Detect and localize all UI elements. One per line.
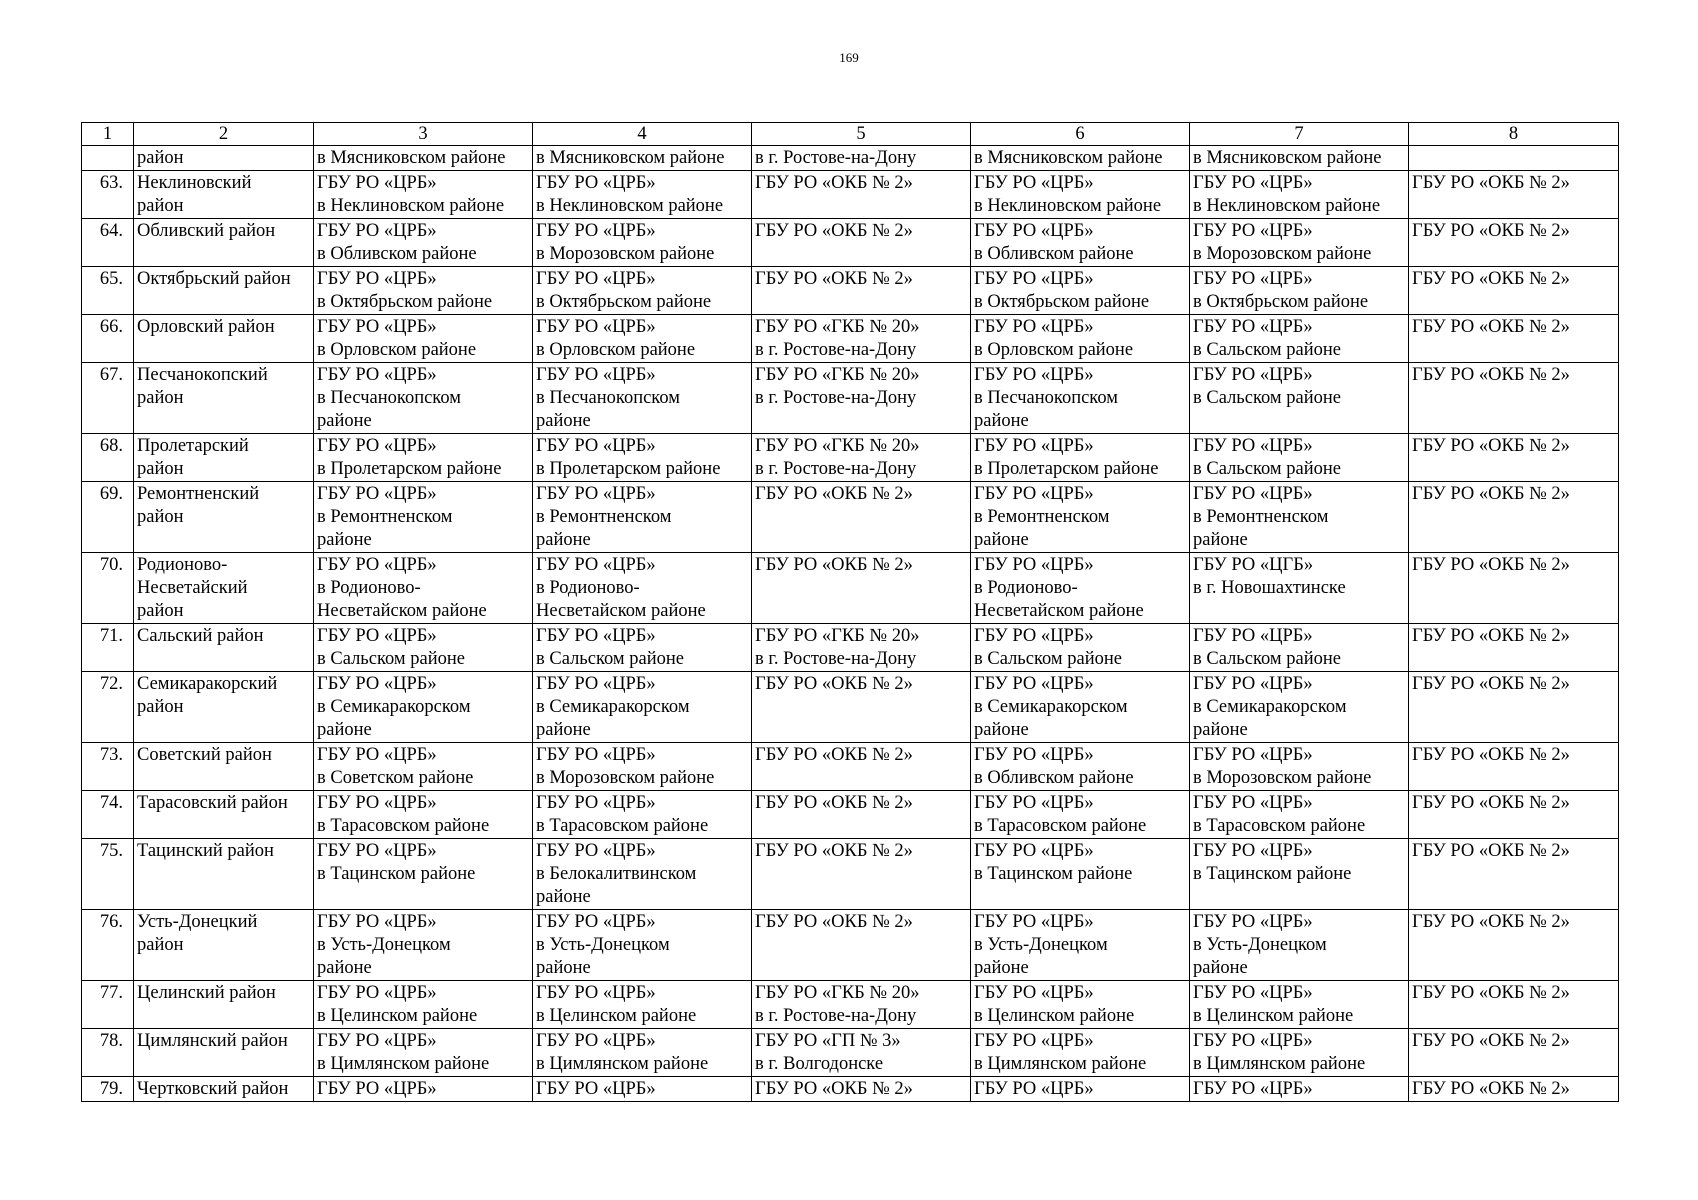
row-number: 79. — [82, 1077, 134, 1102]
cell-col7: ГБУ РО «ЦРБ» в Цимлянском районе — [1190, 1029, 1409, 1077]
cell-col8: ГБУ РО «ОКБ № 2» — [1409, 791, 1619, 839]
table-row — [82, 624, 1619, 672]
cell-col4: ГБУ РО «ЦРБ» в Усть-Донецком районе — [533, 910, 752, 981]
table-row — [82, 219, 1619, 267]
row-number: 77. — [82, 981, 134, 1029]
cell-col8 — [1409, 146, 1619, 171]
cell-col5: ГБУ РО «ОКБ № 2» — [752, 672, 971, 743]
header-cell: 2 — [134, 123, 314, 146]
cell-col8: ГБУ РО «ОКБ № 2» — [1409, 434, 1619, 482]
cell-col3: ГБУ РО «ЦРБ» в Сальском районе — [314, 624, 533, 672]
cell-col5: ГБУ РО «ОКБ № 2» — [752, 482, 971, 553]
district-cell: Октябрьский район — [134, 267, 314, 315]
cell-col5: ГБУ РО «ОКБ № 2» — [752, 910, 971, 981]
row-number: 66. — [82, 315, 134, 363]
district-cell: Неклиновский район — [134, 171, 314, 219]
cell-col5: ГБУ РО «ОКБ № 2» — [752, 553, 971, 624]
district-cell: Усть-Донецкий район — [134, 910, 314, 981]
cell-col8: ГБУ РО «ОКБ № 2» — [1409, 839, 1619, 910]
cell-col3: ГБУ РО «ЦРБ» в Орловском районе — [314, 315, 533, 363]
district-cell: Тацинский район — [134, 839, 314, 910]
cell-col7: ГБУ РО «ЦРБ» в Морозовском районе — [1190, 743, 1409, 791]
district-cell: Цимлянский район — [134, 1029, 314, 1077]
cell-col8: ГБУ РО «ОКБ № 2» — [1409, 553, 1619, 624]
cell-col6: ГБУ РО «ЦРБ» в Обливском районе — [971, 743, 1190, 791]
cell-col7: ГБУ РО «ЦРБ» в Семикаракорском районе — [1190, 672, 1409, 743]
cell-col7: ГБУ РО «ЦРБ» в Сальском районе — [1190, 315, 1409, 363]
table-row — [82, 146, 1619, 171]
header-cell: 3 — [314, 123, 533, 146]
table-row — [82, 553, 1619, 624]
cell-col3: ГБУ РО «ЦРБ» в Целинском районе — [314, 981, 533, 1029]
table-header-row — [82, 123, 1619, 146]
cell-col8: ГБУ РО «ОКБ № 2» — [1409, 910, 1619, 981]
cell-col5: ГБУ РО «ОКБ № 2» — [752, 171, 971, 219]
header-cell: 7 — [1190, 123, 1409, 146]
cell-col3: ГБУ РО «ЦРБ» в Песчанокопском районе — [314, 363, 533, 434]
cell-col7: ГБУ РО «ЦРБ» в Морозовском районе — [1190, 219, 1409, 267]
cell-col4: ГБУ РО «ЦРБ» в Белокалитвинском районе — [533, 839, 752, 910]
hospital-routing-table — [81, 122, 1619, 1102]
cell-col5: ГБУ РО «ОКБ № 2» — [752, 743, 971, 791]
cell-col4: ГБУ РО «ЦРБ» в Песчанокопском районе — [533, 363, 752, 434]
cell-col7: ГБУ РО «ЦРБ» — [1190, 1077, 1409, 1102]
cell-col6: ГБУ РО «ЦРБ» в Обливском районе — [971, 219, 1190, 267]
cell-col3: ГБУ РО «ЦРБ» в Усть-Донецком районе — [314, 910, 533, 981]
cell-col6: в Мясниковском районе — [971, 146, 1190, 171]
cell-col7: ГБУ РО «ЦРБ» в Сальском районе — [1190, 624, 1409, 672]
cell-col5: ГБУ РО «ОКБ № 2» — [752, 1077, 971, 1102]
table-row — [82, 1029, 1619, 1077]
row-number: 65. — [82, 267, 134, 315]
district-cell: Чертковский район — [134, 1077, 314, 1102]
row-number: 72. — [82, 672, 134, 743]
district-cell: Сальский район — [134, 624, 314, 672]
cell-col4: ГБУ РО «ЦРБ» — [533, 1077, 752, 1102]
cell-col3: ГБУ РО «ЦРБ» в Обливском районе — [314, 219, 533, 267]
cell-col7: в Мясниковском районе — [1190, 146, 1409, 171]
row-number: 78. — [82, 1029, 134, 1077]
cell-col7: ГБУ РО «ЦРБ» в Тацинском районе — [1190, 839, 1409, 910]
district-cell: Обливский район — [134, 219, 314, 267]
cell-col5: ГБУ РО «ОКБ № 2» — [752, 267, 971, 315]
table-row — [82, 267, 1619, 315]
row-number: 63. — [82, 171, 134, 219]
cell-col4: ГБУ РО «ЦРБ» в Морозовском районе — [533, 743, 752, 791]
row-number: 74. — [82, 791, 134, 839]
cell-col8: ГБУ РО «ОКБ № 2» — [1409, 171, 1619, 219]
district-cell: Советский район — [134, 743, 314, 791]
cell-col6: ГБУ РО «ЦРБ» — [971, 1077, 1190, 1102]
table-row — [82, 791, 1619, 839]
cell-col4: ГБУ РО «ЦРБ» в Целинском районе — [533, 981, 752, 1029]
table-row — [82, 315, 1619, 363]
header-cell: 1 — [82, 123, 134, 146]
cell-col7: ГБУ РО «ЦРБ» в Ремонтненском районе — [1190, 482, 1409, 553]
cell-col5: ГБУ РО «ОКБ № 2» — [752, 219, 971, 267]
cell-col6: ГБУ РО «ЦРБ» в Песчанокопском районе — [971, 363, 1190, 434]
cell-col7: ГБУ РО «ЦРБ» в Сальском районе — [1190, 363, 1409, 434]
district-cell: Песчанокопский район — [134, 363, 314, 434]
cell-col8: ГБУ РО «ОКБ № 2» — [1409, 267, 1619, 315]
row-number: 71. — [82, 624, 134, 672]
cell-col3: ГБУ РО «ЦРБ» в Советском районе — [314, 743, 533, 791]
cell-col6: ГБУ РО «ЦРБ» в Ремонтненском районе — [971, 482, 1190, 553]
cell-col6: ГБУ РО «ЦРБ» в Семикаракорском районе — [971, 672, 1190, 743]
cell-col8: ГБУ РО «ОКБ № 2» — [1409, 981, 1619, 1029]
table-row — [82, 1077, 1619, 1102]
cell-col8: ГБУ РО «ОКБ № 2» — [1409, 1077, 1619, 1102]
table-row — [82, 672, 1619, 743]
row-number — [82, 146, 134, 171]
row-number: 67. — [82, 363, 134, 434]
table-row — [82, 910, 1619, 981]
cell-col7: ГБУ РО «ЦРБ» в Сальском районе — [1190, 434, 1409, 482]
cell-col4: в Мясниковском районе — [533, 146, 752, 171]
cell-col5: в г. Ростове-на-Дону — [752, 146, 971, 171]
cell-col6: ГБУ РО «ЦРБ» в Пролетарском районе — [971, 434, 1190, 482]
header-cell: 4 — [533, 123, 752, 146]
row-number: 73. — [82, 743, 134, 791]
cell-col8: ГБУ РО «ОКБ № 2» — [1409, 315, 1619, 363]
page-number: 169 — [839, 50, 859, 65]
district-cell: Орловский район — [134, 315, 314, 363]
cell-col4: ГБУ РО «ЦРБ» в Сальском районе — [533, 624, 752, 672]
cell-col4: ГБУ РО «ЦРБ» в Ремонтненском районе — [533, 482, 752, 553]
table-row — [82, 839, 1619, 910]
cell-col3: ГБУ РО «ЦРБ» в Тарасовском районе — [314, 791, 533, 839]
cell-col5: ГБУ РО «ГКБ № 20» в г. Ростове-на-Дону — [752, 315, 971, 363]
cell-col5: ГБУ РО «ГКБ № 20» в г. Ростове-на-Дону — [752, 434, 971, 482]
cell-col6: ГБУ РО «ЦРБ» в Тарасовском районе — [971, 791, 1190, 839]
district-cell: Тарасовский район — [134, 791, 314, 839]
table-row — [82, 363, 1619, 434]
cell-col6: ГБУ РО «ЦРБ» в Орловском районе — [971, 315, 1190, 363]
table-row — [82, 434, 1619, 482]
cell-col4: ГБУ РО «ЦРБ» в Цимлянском районе — [533, 1029, 752, 1077]
row-number: 70. — [82, 553, 134, 624]
cell-col6: ГБУ РО «ЦРБ» в Октябрьском районе — [971, 267, 1190, 315]
cell-col4: ГБУ РО «ЦРБ» в Пролетарском районе — [533, 434, 752, 482]
cell-col3: ГБУ РО «ЦРБ» в Семикаракорском районе — [314, 672, 533, 743]
cell-col8: ГБУ РО «ОКБ № 2» — [1409, 363, 1619, 434]
cell-col8: ГБУ РО «ОКБ № 2» — [1409, 482, 1619, 553]
cell-col4: ГБУ РО «ЦРБ» в Морозовском районе — [533, 219, 752, 267]
cell-col6: ГБУ РО «ЦРБ» в Целинском районе — [971, 981, 1190, 1029]
cell-col8: ГБУ РО «ОКБ № 2» — [1409, 219, 1619, 267]
row-number: 69. — [82, 482, 134, 553]
cell-col7: ГБУ РО «ЦРБ» в Усть-Донецком районе — [1190, 910, 1409, 981]
cell-col7: ГБУ РО «ЦРБ» в Октябрьском районе — [1190, 267, 1409, 315]
row-number: 76. — [82, 910, 134, 981]
cell-col5: ГБУ РО «ОКБ № 2» — [752, 839, 971, 910]
cell-col4: ГБУ РО «ЦРБ» в Родионово- Несветайском районе — [533, 553, 752, 624]
cell-col3: ГБУ РО «ЦРБ» в Ремонтненском районе — [314, 482, 533, 553]
cell-col7: ГБУ РО «ЦРБ» в Неклиновском районе — [1190, 171, 1409, 219]
cell-col4: ГБУ РО «ЦРБ» в Семикаракорском районе — [533, 672, 752, 743]
cell-col7: ГБУ РО «ЦРБ» в Тарасовском районе — [1190, 791, 1409, 839]
district-cell: Целинский район — [134, 981, 314, 1029]
cell-col5: ГБУ РО «ОКБ № 2» — [752, 791, 971, 839]
cell-col5: ГБУ РО «ГП № 3» в г. Волгодонске — [752, 1029, 971, 1077]
cell-col3: в Мясниковском районе — [314, 146, 533, 171]
cell-col6: ГБУ РО «ЦРБ» в Неклиновском районе — [971, 171, 1190, 219]
cell-col3: ГБУ РО «ЦРБ» в Цимлянском районе — [314, 1029, 533, 1077]
cell-col8: ГБУ РО «ОКБ № 2» — [1409, 624, 1619, 672]
cell-col5: ГБУ РО «ГКБ № 20» в г. Ростове-на-Дону — [752, 981, 971, 1029]
district-cell: Пролетарский район — [134, 434, 314, 482]
cell-col5: ГБУ РО «ГКБ № 20» в г. Ростове-на-Дону — [752, 624, 971, 672]
cell-col3: ГБУ РО «ЦРБ» в Тацинском районе — [314, 839, 533, 910]
cell-col8: ГБУ РО «ОКБ № 2» — [1409, 672, 1619, 743]
cell-col3: ГБУ РО «ЦРБ» — [314, 1077, 533, 1102]
header-cell: 6 — [971, 123, 1190, 146]
cell-col7: ГБУ РО «ЦРБ» в Целинском районе — [1190, 981, 1409, 1029]
cell-col3: ГБУ РО «ЦРБ» в Неклиновском районе — [314, 171, 533, 219]
cell-col8: ГБУ РО «ОКБ № 2» — [1409, 1029, 1619, 1077]
district-cell: район — [134, 146, 314, 171]
row-number: 64. — [82, 219, 134, 267]
cell-col6: ГБУ РО «ЦРБ» в Усть-Донецком районе — [971, 910, 1190, 981]
table-row — [82, 981, 1619, 1029]
district-cell: Семикаракорский район — [134, 672, 314, 743]
cell-col6: ГБУ РО «ЦРБ» в Цимлянском районе — [971, 1029, 1190, 1077]
table-row — [82, 743, 1619, 791]
cell-col8: ГБУ РО «ОКБ № 2» — [1409, 743, 1619, 791]
cell-col3: ГБУ РО «ЦРБ» в Родионово- Несветайском районе — [314, 553, 533, 624]
cell-col5: ГБУ РО «ГКБ № 20» в г. Ростове-на-Дону — [752, 363, 971, 434]
cell-col7: ГБУ РО «ЦГБ» в г. Новошахтинске — [1190, 553, 1409, 624]
row-number: 75. — [82, 839, 134, 910]
cell-col4: ГБУ РО «ЦРБ» в Тарасовском районе — [533, 791, 752, 839]
table-row — [82, 171, 1619, 219]
district-cell: Ремонтненский район — [134, 482, 314, 553]
cell-col4: ГБУ РО «ЦРБ» в Неклиновском районе — [533, 171, 752, 219]
header-cell: 5 — [752, 123, 971, 146]
cell-col6: ГБУ РО «ЦРБ» в Родионово- Несветайском районе — [971, 553, 1190, 624]
cell-col3: ГБУ РО «ЦРБ» в Пролетарском районе — [314, 434, 533, 482]
row-number: 68. — [82, 434, 134, 482]
cell-col4: ГБУ РО «ЦРБ» в Октябрьском районе — [533, 267, 752, 315]
cell-col6: ГБУ РО «ЦРБ» в Сальском районе — [971, 624, 1190, 672]
cell-col4: ГБУ РО «ЦРБ» в Орловском районе — [533, 315, 752, 363]
district-cell: Родионово- Несветайский район — [134, 553, 314, 624]
cell-col3: ГБУ РО «ЦРБ» в Октябрьском районе — [314, 267, 533, 315]
header-cell: 8 — [1409, 123, 1619, 146]
cell-col6: ГБУ РО «ЦРБ» в Тацинском районе — [971, 839, 1190, 910]
table-row — [82, 482, 1619, 553]
